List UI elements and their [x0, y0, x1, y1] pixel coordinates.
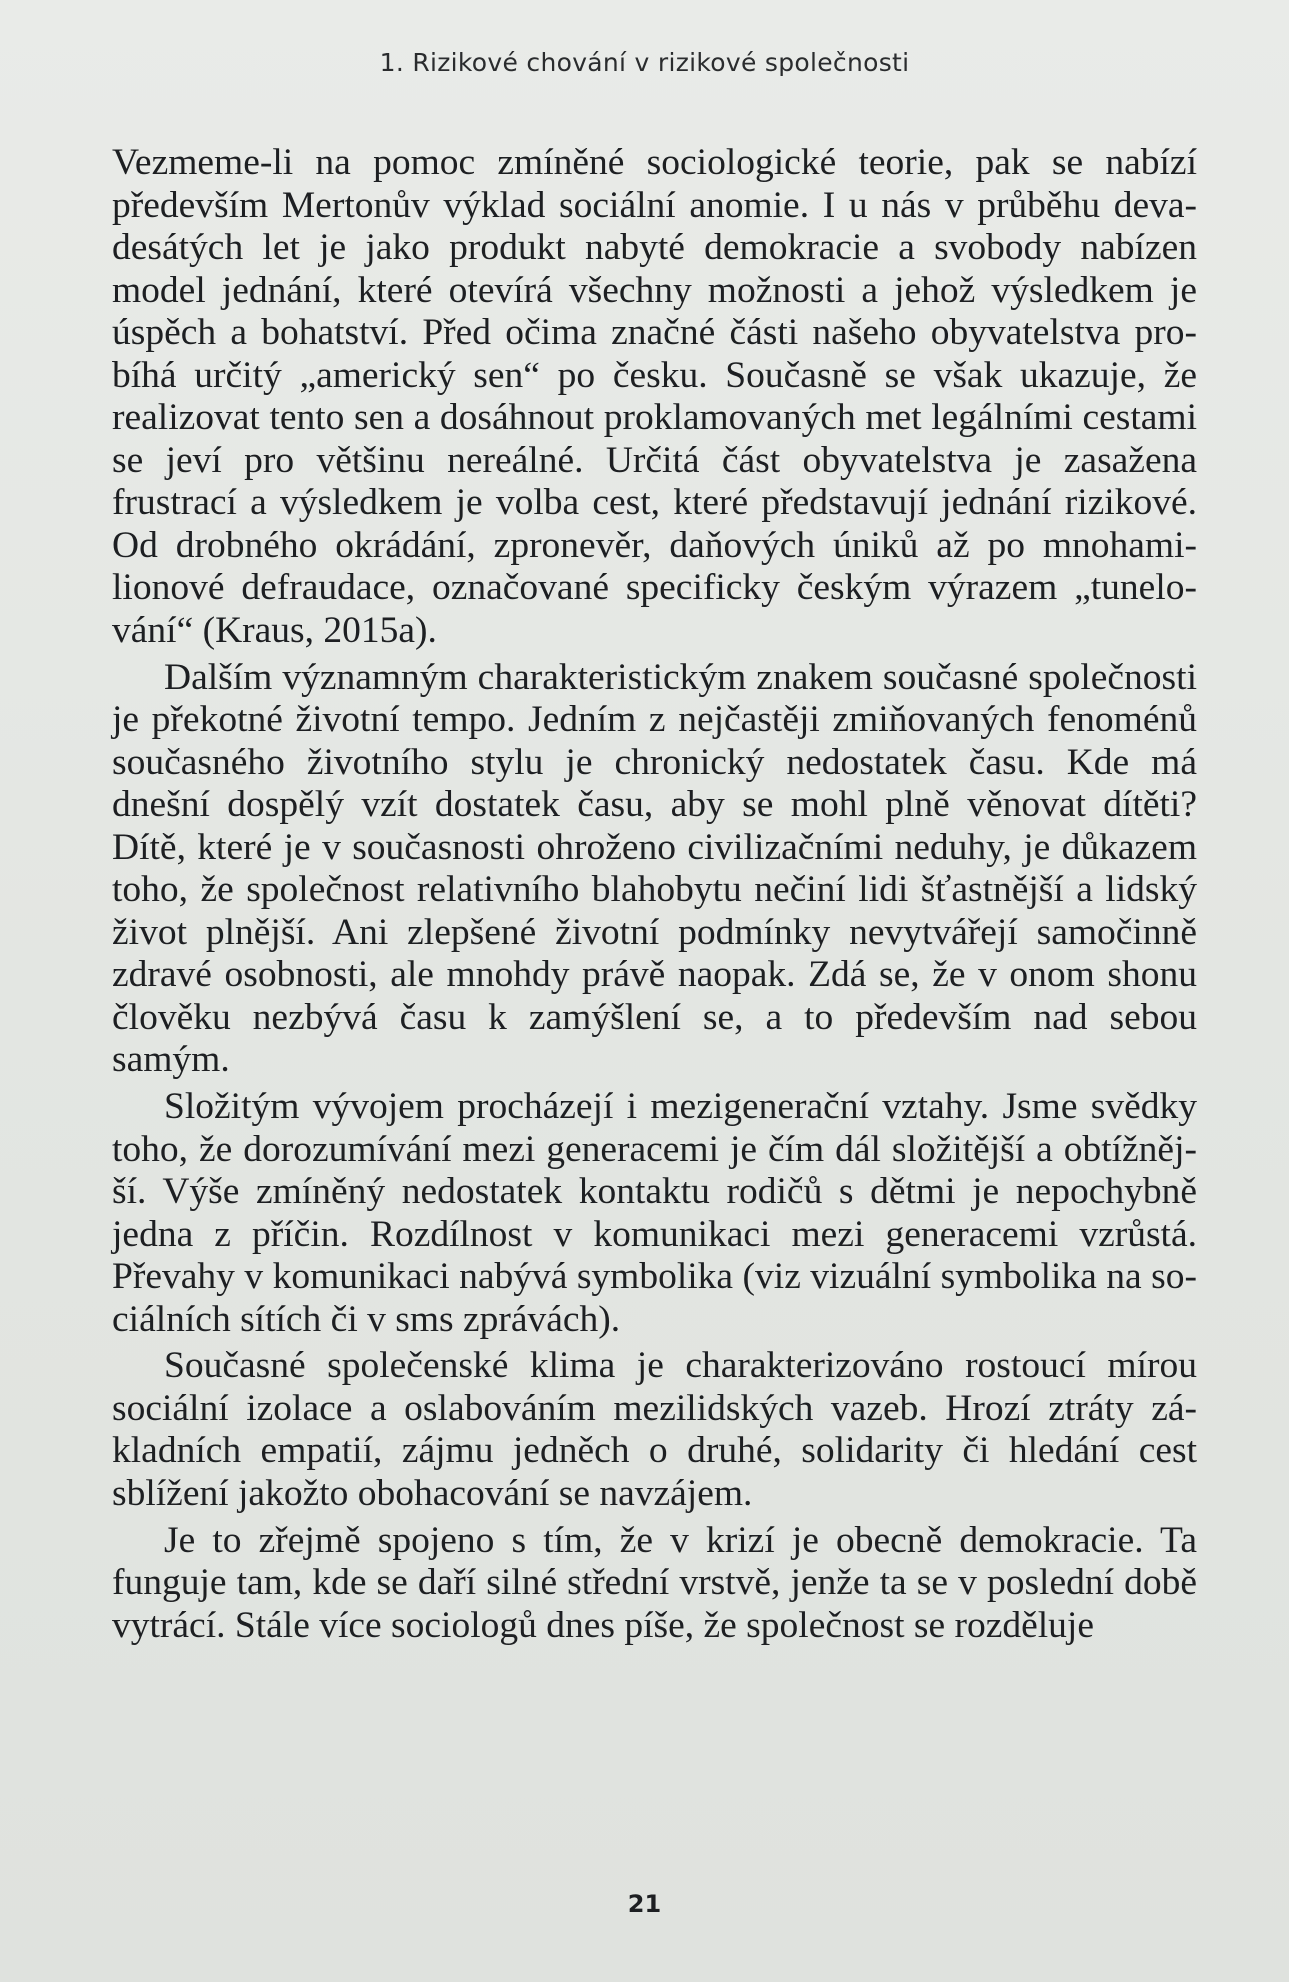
running-head: 1. Rizikové chování v rizikové společnosti — [379, 48, 910, 77]
page-number: 21 — [627, 1890, 662, 1918]
paragraph: Je to zřejmě spojeno s tím, že v krizí je obecně demokracie. Ta funguje tam, kde se daří silné střední vrstvě, jenže ta se v poslední době vytrácí. Stále více sociologů dnes píše, že společnost se rozděluje — [112, 1519, 1197, 1646]
paragraph: Složitým vývojem procházejí i mezigenerační vztahy. Jsme svědky toho, že dorozumívání mezi generacemi je čím dál složitější a obtížnější. Výše zmíněný nedostatek kontaktu rodičů s dětmi je nepochybně jedna z příčin. Rozdílnost v komunikaci mezi generacemi vzrůstá. Převahy v komunikaci nabývá symbolika (viz vizuální symbolika na sociálních sítích či v sms zprávách). — [112, 1086, 1197, 1340]
paragraph: Vezmeme-li na pomoc zmíněné sociologické teorie, pak se nabízí především Mertonův výklad sociální anomie. I u nás v průběhu devadesátých let je jako produkt nabyté demokracie a svobody nabízen model jednání, které otevírá všechny možnosti a jehož výsledkem je úspěch a bohatství. Před očima značné části našeho obyvatelstva probíhá určitý „americký sen“ po česku. Současně se však ukazuje, že realizovat tento sen a dosáhnout proklamovaných met legálními cestami se jeví pro většinu nereálné. Určitá část obyvatelstva je zasažena frustrací a výsledkem je volba cest, které představují jednání rizikové. Od drobného okrádání, zpronevěr, daňových úniků až po mnohamilionové defraudace, označované specificky českým výrazem „tunelování“ (Kraus, 2015a). — [112, 142, 1197, 652]
paragraph: Dalším významným charakteristickým znakem současné společnosti je překotné životní tempo. Jedním z nejčastěji zmiňovaných fenoménů současného životního stylu je chronický nedostatek času. Kde má dnešní dospělý vzít dostatek času, aby se mohl plně věnovat dítěti? Dítě, které je v současnosti ohroženo civilizačními neduhy, je důkazem toho, že společnost relativního blahobytu nečiní lidi šťastnější a lidský život plnější. Ani zlepšené životní podmínky nevytvářejí samočinně zdravé osobnosti, ale mnohdy právě naopak. Zdá se, že v onom shonu člověku nezbývá času k zamýšlení se, a to především nad sebou samým. — [112, 656, 1197, 1081]
body-text — [112, 142, 1197, 1647]
paragraph: Současné společenské klima je charakterizováno rostoucí mírou sociální izolace a oslabováním mezilidských vazeb. Hrozí ztráty základních empatií, zájmu jedněch o druhé, solidarity či hledání cest sblížení jakožto obohacování se navzájem. — [112, 1345, 1197, 1514]
